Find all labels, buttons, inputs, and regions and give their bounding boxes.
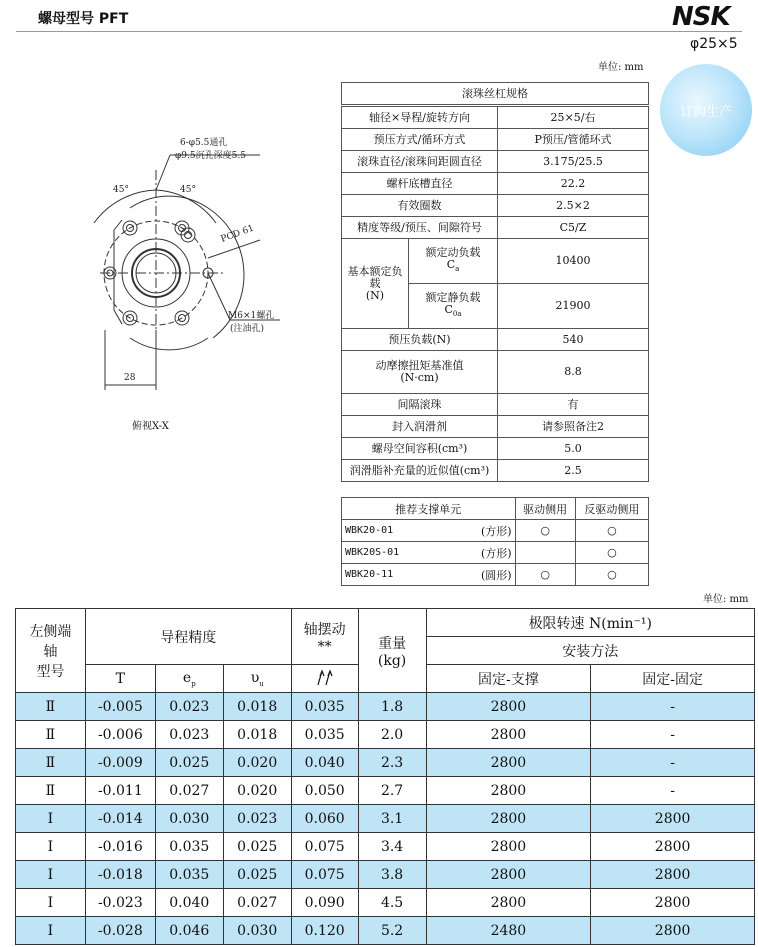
cell-weight: 3.8	[358, 861, 426, 889]
cell-T: -0.018	[85, 861, 155, 889]
support-opp: ○	[575, 564, 648, 586]
cell-vu: 0.020	[223, 777, 291, 805]
leader-line	[156, 155, 170, 190]
cell-vu: 0.018	[223, 721, 291, 749]
spec-label: 精度等级/预压、间隙符号	[342, 217, 498, 239]
table-row	[342, 351, 649, 394]
cell-ep: 0.023	[155, 721, 223, 749]
page-title: 螺母型号 PFT	[38, 11, 129, 27]
table-row	[342, 438, 649, 460]
cell-fs: 2800	[426, 833, 591, 861]
flange-outline-top	[130, 196, 208, 208]
cell-fs: 2480	[426, 917, 591, 945]
table-row	[342, 195, 649, 217]
support-model: WBK20-01	[342, 520, 450, 542]
header-fixed-support: 固定-支撑	[426, 665, 591, 693]
cell-vu: 0.025	[223, 833, 291, 861]
spec-label: 滚珠直径/滚珠间距圆直径	[342, 151, 498, 173]
table-row	[342, 416, 649, 438]
table-row	[16, 805, 755, 833]
cell-T: -0.023	[85, 889, 155, 917]
cell-ff: 2800	[591, 805, 755, 833]
view-caption: 俯视X-X	[132, 421, 169, 432]
table-row	[16, 749, 755, 777]
load-group-label: 基本额定负载 (N)	[342, 239, 409, 329]
support-shape: (圆形)	[449, 564, 515, 586]
cell-weight: 5.2	[358, 917, 426, 945]
support-shape: (方形)	[449, 542, 515, 564]
flange-outline-bottom	[130, 338, 208, 350]
support-drive	[515, 542, 575, 564]
torque-label: 动摩擦扭矩基准值 (N·cm)	[342, 351, 498, 394]
support-drive: ○	[515, 564, 575, 586]
spec-label: 螺母空间容积(cm³)	[342, 438, 498, 460]
support-opp: ○	[575, 542, 648, 564]
order-badge-label: 订购生产	[679, 104, 732, 120]
tap-label-2: (注油孔)	[230, 324, 265, 334]
support-header: 推荐支撑单元	[342, 498, 516, 520]
cell-type: Ⅰ	[16, 833, 86, 861]
hole-label-2: φ9.5沉孔深度5.5	[175, 151, 246, 161]
cell-fs: 2800	[426, 721, 591, 749]
cell-weight: 3.4	[358, 833, 426, 861]
spec-label: 润滑脂补充量的近似值(cm³)	[342, 460, 498, 482]
title-rule	[16, 31, 742, 32]
header-T: T	[85, 665, 155, 693]
cell-runout: 0.090	[291, 889, 358, 917]
cell-ep: 0.035	[155, 861, 223, 889]
header-speed: 极限转速 N(min⁻¹)	[426, 609, 754, 637]
dyn-load-label: 额定动负载 $C_a$	[409, 239, 498, 284]
angle-label-1: 45°	[113, 185, 129, 195]
table-row	[16, 777, 755, 805]
support-model: WBK20S-01	[342, 542, 450, 564]
header-left-shaft: 左侧端 轴 型号	[16, 609, 86, 693]
table-row	[342, 394, 649, 416]
cell-vu: 0.018	[223, 693, 291, 721]
support-table	[341, 497, 649, 586]
header-runout: 轴摆动 **	[291, 609, 358, 665]
header-lead-accuracy: 导程精度	[85, 609, 291, 665]
cell-ff: -	[591, 749, 755, 777]
spec-value: 540	[498, 329, 649, 351]
main-table	[15, 608, 755, 945]
cell-T: -0.014	[85, 805, 155, 833]
table-row	[342, 520, 649, 542]
table-row	[16, 861, 755, 889]
spec-table	[341, 82, 649, 482]
cell-fs: 2800	[426, 777, 591, 805]
cell-type: Ⅰ	[16, 917, 86, 945]
cell-ff: 2800	[591, 861, 755, 889]
spec-title: 滚珠丝杠规格	[342, 83, 649, 106]
cell-T: -0.005	[85, 693, 155, 721]
cell-ff: -	[591, 721, 755, 749]
cell-vu: 0.027	[223, 889, 291, 917]
table-row	[342, 239, 649, 284]
cell-vu: 0.023	[223, 805, 291, 833]
tap-label-1: M6×1螺孔	[228, 311, 275, 321]
table-row	[16, 693, 755, 721]
cell-runout: 0.075	[291, 861, 358, 889]
cell-ff: -	[591, 693, 755, 721]
size-label: φ25×5	[690, 36, 738, 52]
pcd-label: PCD 61	[219, 223, 256, 245]
cell-runout: 0.120	[291, 917, 358, 945]
cell-vu: 0.020	[223, 749, 291, 777]
cell-type: Ⅰ	[16, 861, 86, 889]
cell-ep: 0.023	[155, 693, 223, 721]
stat-load-label: 额定静负载 $C_{0a}$	[409, 284, 498, 329]
support-header: 反驱动侧用	[575, 498, 648, 520]
cell-T: -0.028	[85, 917, 155, 945]
cell-runout: 0.060	[291, 805, 358, 833]
spec-label: 封入润滑剂	[342, 416, 498, 438]
support-drive: ○	[515, 520, 575, 542]
table-row	[342, 460, 649, 482]
cell-runout: 0.035	[291, 721, 358, 749]
table-row	[342, 151, 649, 173]
table-row	[342, 106, 649, 129]
spec-value: 有	[498, 394, 649, 416]
cell-ep: 0.025	[155, 749, 223, 777]
runout-symbol-icon	[291, 665, 358, 693]
cell-ff: 2800	[591, 917, 755, 945]
cell-ff: 2800	[591, 889, 755, 917]
support-header: 驱动侧用	[515, 498, 575, 520]
order-badge[interactable]	[660, 64, 752, 156]
cell-T: -0.006	[85, 721, 155, 749]
cell-runout: 0.035	[291, 693, 358, 721]
spec-label: 螺杆底槽直径	[342, 173, 498, 195]
cell-fs: 2800	[426, 693, 591, 721]
spec-value: 8.8	[498, 351, 649, 394]
cell-runout: 0.050	[291, 777, 358, 805]
spec-value: 5.0	[498, 438, 649, 460]
dyn-load-value: 10400	[498, 239, 649, 284]
unit-label-bottom: 单位: mm	[703, 594, 749, 605]
support-opp: ○	[575, 520, 648, 542]
cell-T: -0.011	[85, 777, 155, 805]
pcd-leader	[208, 240, 260, 258]
cell-weight: 2.7	[358, 777, 426, 805]
cell-type: Ⅱ	[16, 721, 86, 749]
spec-label: 轴径×导程/旋转方向	[342, 106, 498, 129]
spec-value: 25×5/右	[498, 106, 649, 129]
nut-drawing	[80, 130, 340, 430]
table-row	[16, 917, 755, 945]
cell-ep: 0.030	[155, 805, 223, 833]
cell-ff: 2800	[591, 833, 755, 861]
header-vu: $\upsilon_u$	[223, 665, 291, 693]
spec-label: 有效圈数	[342, 195, 498, 217]
table-row	[342, 173, 649, 195]
tap-leader	[208, 273, 230, 320]
spec-value: 3.175/25.5	[498, 151, 649, 173]
cell-fs: 2800	[426, 749, 591, 777]
table-row	[16, 833, 755, 861]
spec-value: P预压/管循环式	[498, 129, 649, 151]
cell-weight: 3.1	[358, 805, 426, 833]
spec-label: 间隔滚珠	[342, 394, 498, 416]
spec-label: 预压方式/循环方式	[342, 129, 498, 151]
cell-runout: 0.075	[291, 833, 358, 861]
header-ep: $e_p$	[155, 665, 223, 693]
cell-type: Ⅰ	[16, 805, 86, 833]
hole-label-1: 6-φ5.5通孔	[180, 138, 228, 148]
table-row	[342, 217, 649, 239]
table-row	[342, 129, 649, 151]
cell-ep: 0.035	[155, 833, 223, 861]
flange-outline-left	[114, 220, 122, 324]
cell-type: Ⅱ	[16, 777, 86, 805]
spec-value: 2.5	[498, 460, 649, 482]
spec-value: 22.2	[498, 173, 649, 195]
cell-vu: 0.025	[223, 861, 291, 889]
table-row	[342, 542, 649, 564]
cell-type: Ⅰ	[16, 889, 86, 917]
spec-label: 预压负载(N)	[342, 329, 498, 351]
header-mount: 安装方法	[426, 637, 754, 665]
support-shape: (方形)	[449, 520, 515, 542]
cell-weight: 2.3	[358, 749, 426, 777]
unit-label-top: 单位: mm	[598, 62, 644, 73]
cell-ep: 0.027	[155, 777, 223, 805]
brand-logo: NSK	[672, 2, 730, 32]
cell-T: -0.016	[85, 833, 155, 861]
support-model: WBK20-11	[342, 564, 450, 586]
table-row	[342, 564, 649, 586]
cell-vu: 0.030	[223, 917, 291, 945]
cell-type: Ⅱ	[16, 749, 86, 777]
cell-fs: 2800	[426, 861, 591, 889]
header-fixed-fixed: 固定-固定	[591, 665, 755, 693]
cell-ep: 0.040	[155, 889, 223, 917]
cell-T: -0.009	[85, 749, 155, 777]
cell-fs: 2800	[426, 805, 591, 833]
spec-value: 请参照备注2	[498, 416, 649, 438]
header-weight: 重量 (kg)	[358, 609, 426, 693]
spec-value: C5/Z	[498, 217, 649, 239]
cell-weight: 2.0	[358, 721, 426, 749]
cell-fs: 2800	[426, 889, 591, 917]
cell-runout: 0.040	[291, 749, 358, 777]
spec-value: 2.5×2	[498, 195, 649, 217]
angle-label-2: 45°	[180, 185, 196, 195]
table-row	[342, 329, 649, 351]
table-row	[16, 721, 755, 749]
cell-type: Ⅱ	[16, 693, 86, 721]
cell-ff: -	[591, 777, 755, 805]
stat-load-value: 21900	[498, 284, 649, 329]
dimension-label: 28	[124, 373, 136, 383]
cell-ep: 0.046	[155, 917, 223, 945]
cell-weight: 4.5	[358, 889, 426, 917]
cell-weight: 1.8	[358, 693, 426, 721]
table-row	[16, 889, 755, 917]
